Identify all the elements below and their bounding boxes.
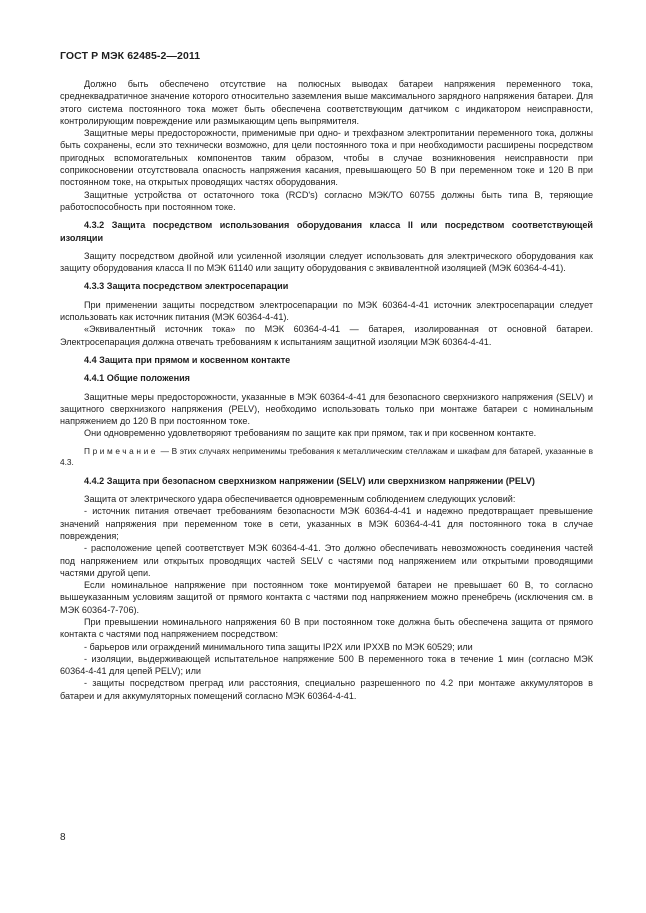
section-heading-4-4: 4.4 Защита при прямом и косвенном контакте [84, 354, 291, 365]
paragraph: Защитные меры предосторожности, указанные в МЭК 60364-4-41 для безопасного сверхнизкого напряжения (SELV) и защитного сверхнизкого напряжения (PELV), необходимо использовать только при монтаже батареи с номинальным напряжением до 120 В при постоянном токе. [60, 391, 593, 427]
paragraph: Они одновременно удовлетворяют требованиям по защите как при прямом, так и при косвенном контакте. [84, 428, 537, 439]
paragraph: При применении защиты посредством электросепарации по МЭК 60364-4-41 источник электросепарации следует использовать как источник питания (МЭК 60364-4-41). [60, 299, 593, 323]
paragraph: Защита от электрического удара обеспечивается одновременным соблюдением следующих условий: [84, 494, 516, 505]
section-heading-4-3-3: 4.3.3 Защита посредством электросепарации [84, 281, 289, 292]
standard-header: ГОСТ Р МЭК 62485-2—2011 [60, 50, 201, 62]
paragraph: «Эквивалентный источник тока» по МЭК 60364-4-41 — батарея, изолированная от основной батареи. Электросепарация должна отвечать требованиям к испытаниям защитной изоляции МЭК 60364-4-41. [60, 324, 593, 347]
paragraph: Если номинальное напряжение при постоянном токе монтируемой батареи не превышает 60 В, то согласно вышеуказанным условиям защитой от прямого контакта с частями под напряжением можно пренебречь (исключения см. в МЭК 60364-7-706). [60, 580, 593, 615]
note [60, 446, 593, 469]
paragraph: Защиту посредством двойной или усиленной изоляции следует использовать для электрического оборудования как защиту оборудования класса II по МЭК 61140 или защиту оборудования с эквивалентной изоляцией (МЭК 60364-4-41). [60, 250, 593, 274]
section-heading-4-3-2: 4.3.2 Защита посредством использования оборудования класса II или посредством соответствующей изоляции [60, 220, 593, 243]
paragraph: - защиты посредством преград или расстояния, специально разрешенного по 4.2 при монтаже аккумуляторов в батареи и для аккумуляторных помещений согласно МЭК 60364-4-41. [60, 678, 593, 701]
paragraph: - изоляции, выдерживающей испытательное напряжение 500 В переменного тока в течение 1 мин (согласно МЭК 60364-4-41 для цепей PELV); или [60, 653, 593, 677]
paragraph: - барьеров или ограждений минимального типа защиты IP2X или IPXXB по МЭК 60529; или [84, 641, 473, 652]
document-body [60, 78, 593, 702]
paragraph: Защитные меры предосторожности, применимые при одно- и трехфазном электропитании переменного тока, должны быть сохранены, если это технически возможно, для цели постоянного тока и при необходимости расширены посредством пригодных вспомогательных компонентов таким образом, чтобы в случае возникновения неисправности при соприкосновении отсутствовала опасность напряжения касания, превышающего 50 В при переменном токе и 120 В при постоянном токе, на открытых проводящих частях оборудования. [60, 128, 593, 188]
page-number: 8 [60, 832, 66, 843]
section-heading-4-4-1: 4.4.1 Общие положения [84, 373, 190, 384]
paragraph: При превышении номинального напряжения 60 В при постоянном токе должна быть обеспечена защита от прямого контакта с частями под напряжением посредством: [60, 616, 593, 640]
paragraph: - расположение цепей соответствует МЭК 60364-4-41. Это должно обеспечивать невозможность соединения частей под напряжением или открытых проводящих частей SELV с частями под напряжением или открытыми проводящими частями другой цепи. [60, 543, 593, 578]
note-label: Примечание [84, 445, 159, 456]
section-heading-4-4-2: 4.4.2 Защита при безопасном сверхнизком напряжении (SELV) или сверхнизком напряжении (PELV) [84, 475, 535, 486]
paragraph: Должно быть обеспечено отсутствие на полюсных выводах батареи напряжения переменного тока, среднеквадратичное значение которого относительно заземления выше максимального зарядного напряжения батареи. Для этого система постоянного тока может быть обеспечена соответствующим датчиком с индикатором неисправности, контролирующим повреждение или размыкающим цепь выпрямителя. [60, 79, 593, 126]
paragraph: - источник питания отвечает требованиям безопасности МЭК 60364-4-41 и надежно предотвращает превышение значений напряжения при переменном токе в сети, указанных в МЭК 60364-4-41 для постоянного тока в случае повреждения; [60, 506, 593, 541]
note-text: — В этих случаях неприменимы требования к металлическим стеллажам и шкафам для батарей, указанные в 4.3. [60, 445, 594, 468]
paragraph: Защитные устройства от остаточного тока (RCD's) согласно МЭК/ТО 60755 должны быть типа В, теряющие работоспособность при постоянном токе. [60, 189, 593, 212]
